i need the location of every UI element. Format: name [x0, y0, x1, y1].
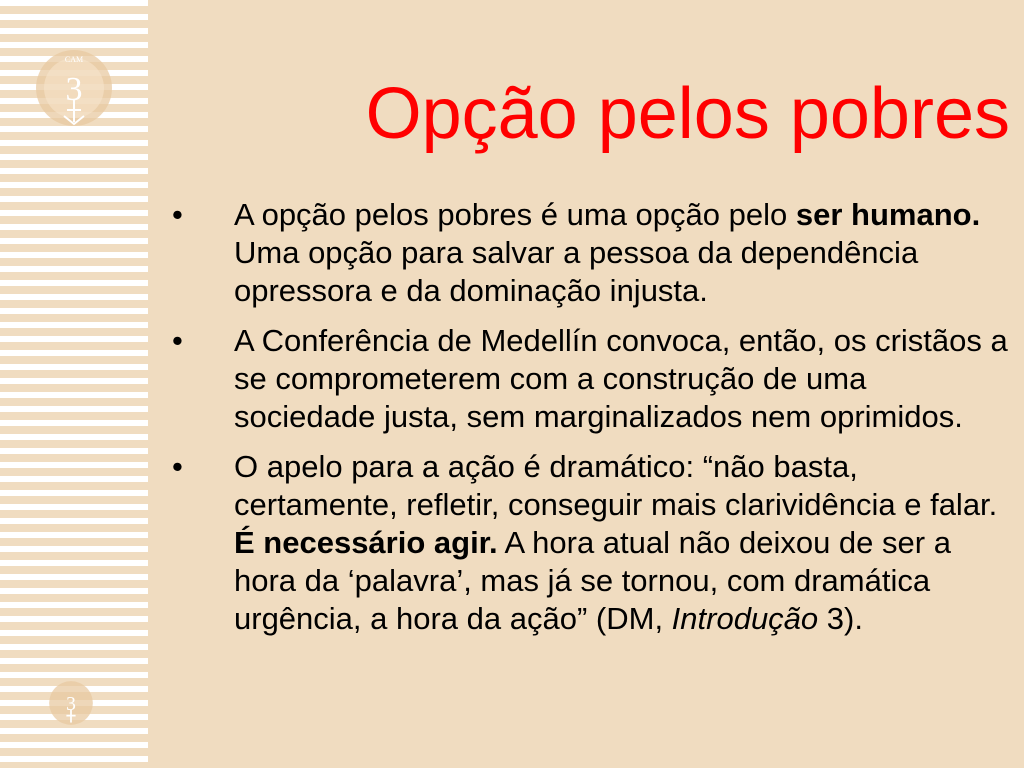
bullet-text: A opção pelos pobres é uma opção pelo — [234, 197, 796, 232]
bullet-mark: • — [172, 449, 183, 484]
bullet-text: O apelo para a ação é dramático: “não basta, certamente, refletir, conseguir mais clarividência e falar. — [234, 449, 998, 522]
slide-title: Opção pelos pobres — [365, 74, 1010, 154]
svg-text:3: 3 — [66, 693, 76, 715]
svg-text:3: 3 — [65, 71, 83, 108]
cam3-emblem-icon — [34, 48, 114, 128]
bullet-text: Uma opção para salvar a pessoa da dependência opressora e da dominação injusta. — [234, 235, 919, 308]
bullet-list — [164, 196, 1009, 650]
bullet-item — [164, 196, 1009, 310]
bullet-item — [164, 322, 1009, 436]
svg-text:CAM: CAM — [64, 55, 84, 64]
bullet-item — [164, 448, 1009, 638]
bullet-text-italic: Introdução — [671, 601, 819, 636]
bullet-mark: • — [172, 197, 183, 232]
bullet-text-bold: ser humano. — [795, 197, 981, 232]
bullet-text: A hora atual não deixou de ser a hora da ‘palavra’, mas já se tornou, com dramática urgência, a hora da ação” (DM, — [234, 525, 951, 636]
bullet-text-bold: É necessário agir. — [234, 525, 498, 560]
cam3-emblem-small-icon — [48, 680, 94, 726]
bullet-text: A Conferência de Medellín convoca, então, os cristãos a se comprometerem com a construção de uma sociedade justa, sem marginalizados nem oprimidos. — [234, 323, 1008, 434]
bullet-mark: • — [172, 323, 183, 358]
bullet-text: 3). — [818, 601, 863, 636]
